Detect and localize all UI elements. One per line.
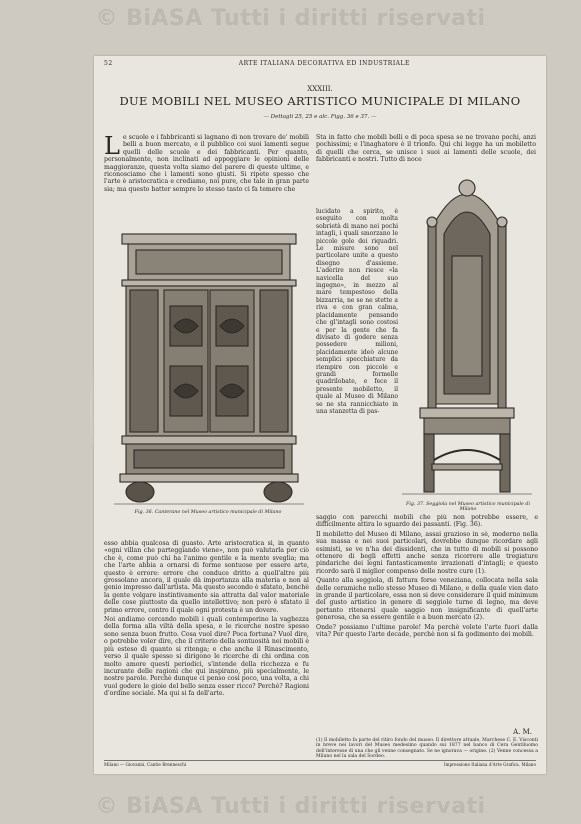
paragraph: e scuole e i fabbricanti si lagnano di non trovare de' mobili belli a buon mercato, e il pubblico coi suoi lamenti segue quelli delle scuole e dei fabbricanti. Per quanto, personalmente, non inclinati ad appoggiare le opinioni delle maggioranze, questa volta siamo del parere di queste ultime, e riconosciamo che i lamenti sono giusti. Si ripete spesso che l'arte è aristocratica e crediamo, noi pure, che tale in gran parte sia; ma questo batter sempre lo stesso tasto ci fa temere che [104, 134, 309, 193]
chair-illustration [402, 164, 532, 499]
footer-left: Milano — Giovanni, Cantie Brenneschi [104, 762, 187, 767]
column-1-top [104, 134, 309, 222]
paragraph: Il mobiletto del Museo di Milano, assai grazioso in sè, moderno nella sua massa e nei suoi particolari, dovrebbe dunque ricordare agli esimisti, se ve n'ha dei dissidenti, che in tutto di mobili si possono ottenere di begli effetti anche senza ricorrere alle tregiature pindariche dei legni fantasticamente irrazionati d'intagli; e questo ricordo sarà il miglior compenso delle nostre cure (1). [316, 530, 538, 575]
document-page [94, 56, 546, 774]
paragraph: Quanto alla seggiola, di fattura forse veneziana, collocata nella sala delle ceramiche nello stesso Museo di Milano, e della quale vien dato in grande il particolare, essa non si deve considerare il quid minimum del gusto artistico in genere di seggiole turne di legno, ma deve pertanto ritenersi quale saggio non insignificante di quell'arte generosa, che sa essere gentile e a buon mercato (2). [316, 577, 538, 622]
figure-2-caption: Fig. 37. Seggiola nel Museo artistico municipale di Milano [406, 502, 530, 512]
page-footer [104, 762, 536, 767]
running-title: ARTE ITALIANA DECORATIVA ED INDUSTRIALE [238, 60, 410, 67]
watermark-top: © BiASA Tutti i diritti riservati [95, 6, 486, 31]
paragraph: lucidato a spirito, è eseguito con molta sobrietà di mano nei pochi intagli, i quali smorzano le piccole gole dei riquadri. Le misure sono nel particolare unite a questo disegno d'assieme. L'aderire non riesce «la navicella del suo ingegno», in mezzo al mare tempestoso della bizzarria, ne se ne stette a riva e con gran calma, placidamente pensando che gl'intagli sono costosi e per la gente che fa divisato di godere senza possedere milioni, placidamente ideò alcune semplici specchiature da riempire con piccole e grandi formelle quadrilobate, e fece il presente mobiletto, il quale al Museo di Milano se ne sta rannicchiato in una stanzetta di pas- [316, 208, 398, 415]
column-2-bottom [316, 514, 538, 726]
footer-rule [104, 760, 536, 761]
page-number: 52 [104, 60, 113, 67]
paragraph: saggio con parecchi mobili che più non potrebbe essere, e difficilmente attira lo sguardo dei passanti. (Fig. 36). [316, 514, 538, 529]
author-signature: A. M. [513, 728, 532, 736]
cabinet-illustration [114, 226, 304, 508]
figure-1-caption: Fig. 36. Canterano nel Museo artistico municipale di Milano [134, 510, 282, 515]
dropcap: L [104, 134, 120, 160]
watermark-bottom: © BiASA Tutti i diritti riservati [95, 794, 486, 819]
column-1-bottom [104, 540, 309, 758]
paragraph: esso abbia qualcosa di guasto. Arte aristocratica sì, in quanto «ogni villan che parteggiando viene», non può valutarla per ciò che è, come può chi ha l'animo gentile e la mente sveglia; ma che l'arte abbia a ornarsi di forme sontuose per essere arte, questo è errore: errore che conduce dritto a quell'altre più grossolano ancora, il quale dà importanza alla materia e non al genio impresso dall'artista. Ma questo secondo è sfatato, benchè la gente volgare instintivamente sia attratta dal valor materiale delle cose piuttosto da quello intellettivo; non però è sfatato il primo errore, contro il quale ogni protesta è un dovere. [104, 540, 309, 614]
paragraph: Noi andiamo cercando mobili i quali contemperino la vaghezza della forma alla viltà della spesa, e le ricerche nostre spesso sono senza buon frutto. Cosa vuol dire? Poca fortuna? Vuol dire, o potrebbe voler dire, che il criterio della sontuosità nei mobili è più esteso di quanto si ritenga; e che anche il Rinascimento, verso il quale spesso si dirigono le ricerche di chi ordina con molto amore questi periodici, s'intende della ricchezza e fu incurante delle ragioni che qui inspirano, più specialmente, le nostre parole. Perchè dunque ci penso così poco, una volta, a chi vuol godere le gioie del bello senza esser ricco? Perchè? Ragioni d'ordine sociale. Ma qui si fa dell'arte. [104, 616, 309, 698]
section-number: XXXIII. [307, 85, 333, 93]
footnote: (1) Il mobiletto fa parte del ritiro fondo del museo. Il direttore attuale, Marchese C. E. Visconti in breve nei lavori del Museo medesimo quando sui 1877 nel banco di Cera Gentiluomo dell'interesse di una che gli venne consegnato. Se ne ignorava — origine. (2) Venne concessa a Milano nel la sala del Sordeo. [316, 738, 538, 760]
paragraph: Sta in fatto che mobili belli e di poca spesa se ne trovano pochi, anzi pochissimi; e l'inaghatore è il trionfo. Qui chi legge ha un mobiletto di quelli che cerca, se unisce i suoi ai lamenti delle scuole, dei fabbricanti e nostri. Tutto di noce [316, 134, 536, 164]
paragraph: Onde? possiamo l'ultime parole! Ma perchè volete l'arte fuori dalla vita? Per questo l'arte decade, perchè non si fa godimento dei mobili. [316, 623, 538, 639]
column-2-narrow [316, 208, 398, 514]
article-title: DUE MOBILI NEL MUSEO ARTISTICO MUNICIPALE DI MILANO [119, 94, 521, 108]
running-header [104, 60, 536, 67]
footer-right: Impressione Italiana d'Arte Grafica, Milano [443, 762, 536, 767]
article-subtitle: — Dettagli 25, 25 e alc. Figg. 36 e 37. — [263, 114, 377, 120]
